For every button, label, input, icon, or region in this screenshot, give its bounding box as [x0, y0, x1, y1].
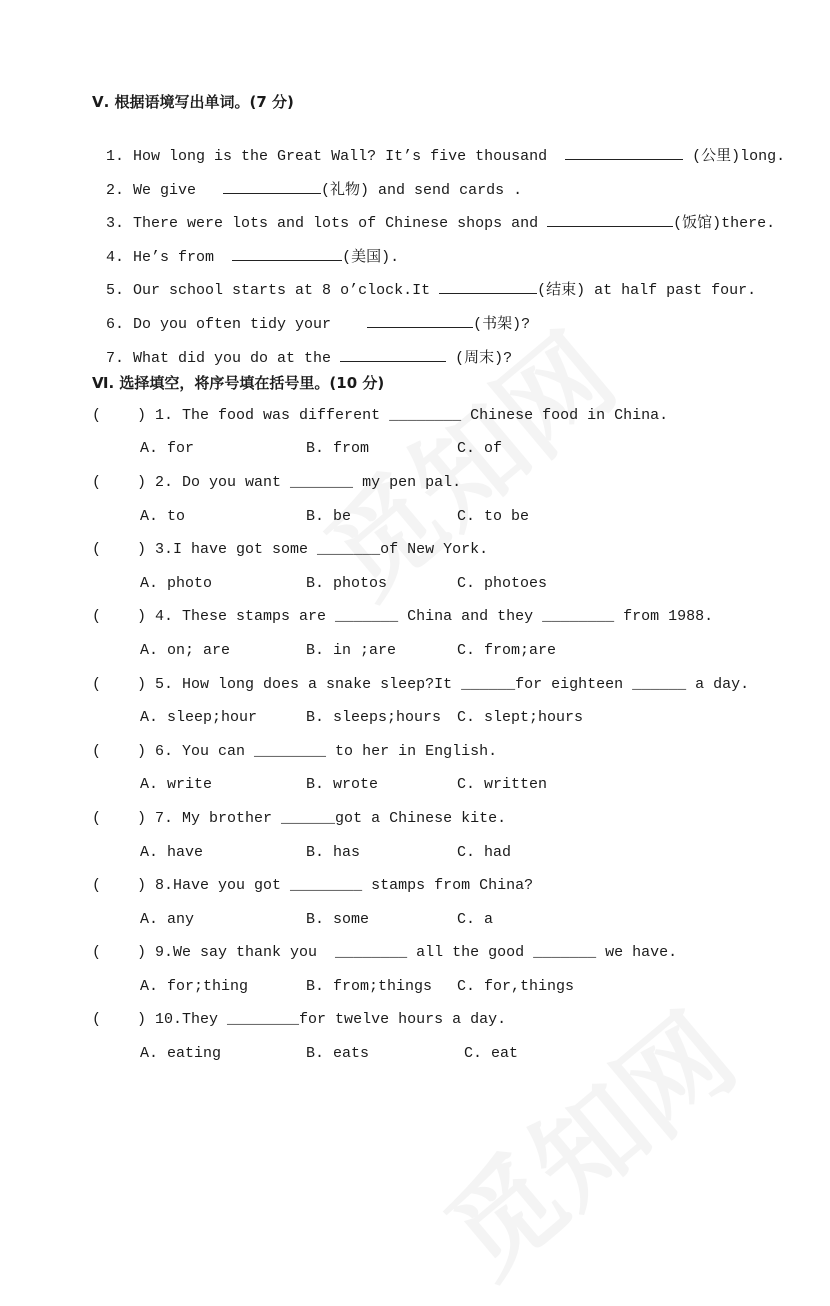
option-3c: C. photoes [457, 575, 548, 592]
option-9a: A. for;thing [140, 978, 249, 995]
option-1a: A. for [140, 440, 195, 457]
answer-paren-8[interactable]: ( ) [92, 877, 147, 894]
question-5: ( ) 5. How long does a snake sleep?It ______for eighteen ______ a day. [92, 676, 750, 693]
option-3a: A. photo [140, 575, 213, 592]
option-6b: B. wrote [306, 776, 379, 793]
option-9b: B. from;things [306, 978, 433, 995]
answer-blank-5[interactable] [439, 279, 537, 294]
answer-paren-5[interactable]: ( ) [92, 676, 147, 693]
question-2: ( ) 2. Do you want _______ my pen pal. [92, 474, 462, 491]
fill-item-5: 5. Our school starts at 8 o’clock.It (结束) at half past four. [106, 259, 756, 301]
question-9: ( ) 9.We say thank you ________ all the good _______ we have. [92, 944, 678, 961]
answer-blank-7[interactable] [340, 347, 446, 362]
fill-item-6: 6. Do you often tidy your (书架)? [106, 293, 530, 335]
option-8c: C. a [457, 911, 494, 928]
option-4a: A. on; are [140, 642, 231, 659]
answer-paren-9[interactable]: ( ) [92, 944, 147, 961]
question-7: ( ) 7. My brother ______got a Chinese kite. [92, 810, 507, 827]
option-4c: C. from;are [457, 642, 557, 659]
option-10a: A. eating [140, 1045, 222, 1062]
fill-item-1: 1. How long is the Great Wall? It’s five thousand (公里)long. [106, 125, 785, 167]
option-10b: B. eats [306, 1045, 370, 1062]
answer-blank-1[interactable] [565, 145, 683, 160]
question-8: ( ) 8.Have you got ________ stamps from China? [92, 877, 534, 894]
question-4: ( ) 4. These stamps are _______ China and they ________ from 1988. [92, 608, 714, 625]
option-9c: C. for,things [457, 978, 575, 995]
answer-paren-10[interactable]: ( ) [92, 1011, 147, 1028]
question-1: ( ) 1. The food was different ________ Chinese food in China. [92, 407, 669, 424]
option-6a: A. write [140, 776, 213, 793]
option-1c: C. of [457, 440, 503, 457]
section6-title: Ⅵ. 选择填空，将序号填在括号里。(10 分) [92, 374, 385, 392]
option-7b: B. has [306, 844, 361, 861]
fill-item-3: 3. There were lots and lots of Chinese shops and (饭馆)there. [106, 192, 775, 234]
answer-paren-6[interactable]: ( ) [92, 743, 147, 760]
option-2c: C. to be [457, 508, 530, 525]
option-6c: C. written [457, 776, 548, 793]
answer-paren-4[interactable]: ( ) [92, 608, 147, 625]
option-3b: B. photos [306, 575, 388, 592]
option-5c: C. slept;hours [457, 709, 584, 726]
option-2a: A. to [140, 508, 186, 525]
answer-paren-1[interactable]: ( ) [92, 407, 147, 424]
question-3: ( ) 3.I have got some _______of New York. [92, 541, 489, 558]
option-5a: A. sleep;hour [140, 709, 258, 726]
question-10: ( ) 10.They ________for twelve hours a day. [92, 1011, 507, 1028]
option-4b: B. in ;are [306, 642, 397, 659]
answer-blank-3[interactable] [547, 212, 673, 227]
option-8b: B. some [306, 911, 370, 928]
option-7c: C. had [457, 844, 512, 861]
option-7a: A. have [140, 844, 204, 861]
section5-title: Ⅴ. 根据语境写出单词。(7 分) [92, 93, 294, 111]
option-5b: B. sleeps;hours [306, 709, 442, 726]
question-6: ( ) 6. You can ________ to her in English. [92, 743, 498, 760]
fill-item-7: 7. What did you do at the (周末)? [106, 327, 512, 369]
answer-blank-6[interactable] [367, 313, 473, 328]
option-8a: A. any [140, 911, 195, 928]
answer-paren-3[interactable]: ( ) [92, 541, 147, 558]
fill-item-4: 4. He’s from (美国). [106, 226, 399, 268]
option-10c: C. eat [464, 1045, 519, 1062]
option-2b: B. be [306, 508, 352, 525]
option-1b: B. from [306, 440, 370, 457]
fill-item-2: 2. We give (礼物) and send cards . [106, 159, 522, 201]
answer-paren-7[interactable]: ( ) [92, 810, 147, 827]
answer-paren-2[interactable]: ( ) [92, 474, 147, 491]
